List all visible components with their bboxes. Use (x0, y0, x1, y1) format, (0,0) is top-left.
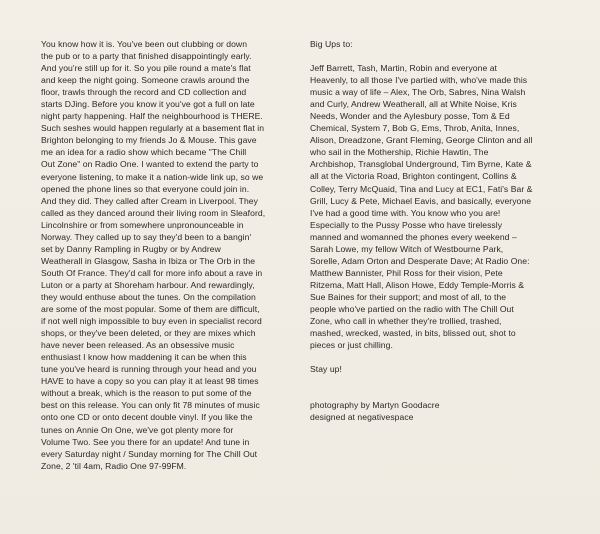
text-line: Grill, Lucy & Pete, Michael Eavis, and basically, everyone (310, 195, 532, 206)
text-line: every Saturday night / Sunday morning for The Chill Out (41, 448, 258, 459)
text-line: night party happening. Half the neighbourhood is THERE. (41, 111, 263, 122)
text-line: And you're still up for it. So you pile round a mate's flat (41, 63, 251, 74)
text-line: pieces or just chilling. (310, 340, 393, 351)
text-line: enthusiast I know how maddening it can be when this (41, 352, 247, 363)
text-line: called as they danced around their living room in Sleaford, (41, 207, 266, 218)
thanks-paragraph (310, 62, 565, 351)
signoff-text: Stay up! (310, 364, 342, 375)
text-line: manned and womanned the phones every weekend – (310, 231, 517, 242)
text-line: Especially to the Pussy Posse who have tirelessly (310, 219, 503, 230)
text-line: best on this release. You can only fit 78 minutes of music (41, 400, 260, 411)
photography-credit: photography by Martyn Goodacre (310, 400, 440, 411)
text-line: people who've partied on the radio with The Chill Out (310, 303, 514, 314)
text-line: Matthew Bannister, Phil Ross for their vision, Pete (310, 267, 503, 278)
text-line: Weatherall in Glasgow, Sasha in Ibiza or The Orb in the (41, 255, 256, 266)
design-credit: designed at negativespace (310, 412, 414, 423)
text-line: everyone listening, to make it a nation-wide link up, so we (41, 171, 264, 182)
text-line: Chemical, System 7, Bob G, Ems, Throb, Anita, Innes, (310, 123, 520, 134)
text-line: shops, or they've been deleted, or they are mixes which (41, 328, 256, 339)
text-line: all at the Victoria Road, Brighton contingent, Collins & (310, 171, 517, 182)
text-line: they would enthuse about the tunes. On the compilation (41, 291, 256, 302)
spacer (310, 351, 565, 363)
text-line: starts DJing. Before you know it you've got a full on late (41, 99, 255, 110)
text-line: I've had a good time with. You know who you are! (310, 207, 501, 218)
text-line: set by Danny Rampling in Rugby or by Andrew (41, 243, 221, 254)
text-line: Archbishop, Transglobal Underground, Tim Byrne, Kate & (310, 159, 532, 170)
text-line: Out Zone" on Radio One. I wanted to extend the party to (41, 159, 259, 170)
text-line: have never been released. As an obsessive music (41, 340, 235, 351)
text-line: Colley, Terry McQuaid, Tina and Lucy at EC1, Fati's Bar & (310, 183, 533, 194)
text-line: Needs, Wonder and the Aylesbury posse, Tom & Ed (310, 111, 510, 122)
text-line: Ritzema, Matt Hall, Alison Howe, Eddy Temple-Morris & (310, 279, 525, 290)
text-line: Zone, 2 'til 4am, Radio One 97-99FM. (41, 460, 187, 471)
text-line: who sail in the Mothership, Richie Hawtin, The (310, 147, 489, 158)
thanks-text-column (310, 38, 565, 423)
text-line: You know how it is. You've been out clubbing or down (41, 39, 248, 49)
text-line: are some of the most popular. Some of them are difficult, (41, 304, 260, 315)
thanks-heading: Big Ups to: (310, 39, 353, 49)
text-line: Norway. They called up to say they'd been to a bangin' (41, 231, 252, 242)
text-line: without a break, which is the reason to put some of the (41, 388, 252, 399)
text-line: me an idea for a radio show which became "The Chill (41, 147, 247, 158)
text-line: if not well nigh impossible to buy even in specialist record (41, 316, 262, 327)
text-line: Sue Baines for their support; and most of all, to the (310, 291, 507, 302)
text-line: Volume Two. See you there for an update! And tune in (41, 436, 250, 447)
spacer (310, 50, 565, 62)
intro-paragraph (41, 38, 299, 472)
text-line: tunes on Annie On One, we've got plenty more for (41, 424, 234, 435)
text-line: HAVE to have a copy so you can play it at least 98 times (41, 376, 259, 387)
text-line: Alison, Dreadzone, Grant Fleming, George Clinton and all (310, 135, 533, 146)
intro-text-column (41, 38, 299, 472)
text-line: music a way of life – Alex, The Orb, Sabres, Nina Walsh (310, 87, 526, 98)
spacer (310, 375, 565, 399)
text-line: Sarah Lowe, my fellow Witch of Westbourne Park, (310, 243, 504, 254)
text-line: Zone, who call in whether they're trollied, trashed, (310, 316, 502, 327)
text-line: and Curly, Andrew Weatherall, all at White Noise, Kris (310, 99, 517, 110)
text-line: Sorelle, Adam Orton and Desperate Dave; At Radio One: (310, 255, 530, 266)
text-line: floor, trawls through the record and CD collection and (41, 87, 247, 98)
text-line: Jeff Barrett, Tash, Martin, Robin and everyone at (310, 63, 497, 74)
text-line: mashed, wrecked, wasted, in bits, blissed out, shot to (310, 328, 516, 339)
text-line: tune you've heard is running through your head and you (41, 364, 257, 375)
text-line: the pub or to a party that finished disappointingly early. (41, 51, 252, 62)
text-line: Lincolnshire or from somewhere unpronounceable in (41, 219, 244, 230)
text-line: South Of France. They'd call for more info about a rave in (41, 267, 263, 278)
credits (310, 399, 565, 423)
text-line: Brighton belonging to my friends Jo & Mouse. This gave (41, 135, 257, 146)
text-line: And they did. They called after Cream in Liverpool. They (41, 195, 258, 206)
text-line: Such seshes would happen regularly at a basement flat in (41, 123, 265, 134)
text-line: Luton or a party at Shoreham harbour. And rewardingly, (41, 279, 255, 290)
text-line: opened the phone lines so that everyone could join in. (41, 183, 250, 194)
text-line: Heavenly, to all those I've partied with, who've made this (310, 75, 528, 86)
text-line: onto one CD or onto decent double vinyl. If you like the (41, 412, 253, 423)
text-line: and keep the night going. Someone crawls around the (41, 75, 250, 86)
